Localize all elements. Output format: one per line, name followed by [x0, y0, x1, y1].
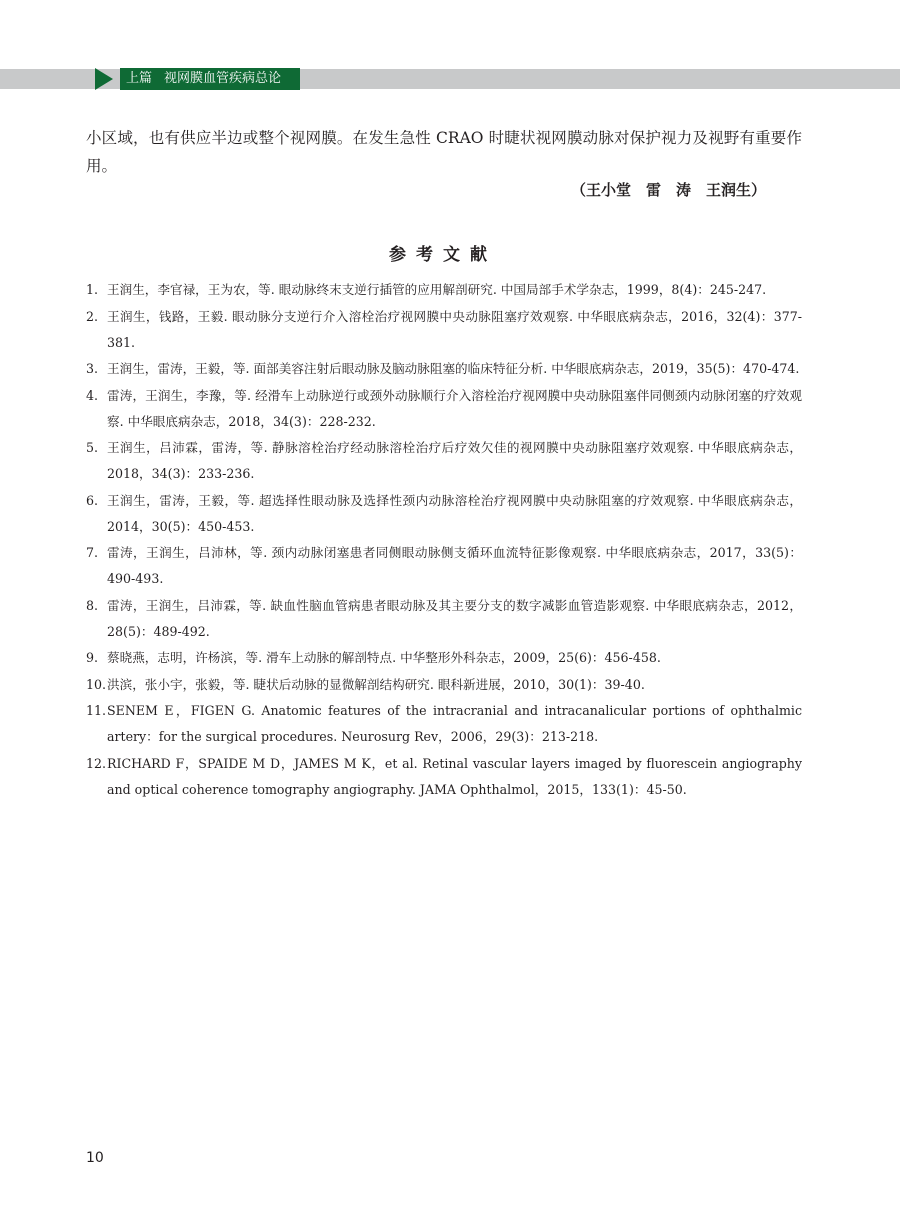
- reference-item: [86, 277, 802, 303]
- reference-number: 12.: [86, 755, 107, 771]
- reference-item: [86, 540, 802, 592]
- reference-number: 11.: [86, 703, 107, 718]
- reference-text: 王润生，吕沛霖，雷涛，等. 静脉溶栓治疗经动脉溶栓治疗后疗效欠佳的视网膜中央动脉阻塞疗效观察. 中华眼底病杂志，2018，34(3)：233-236.: [107, 440, 802, 481]
- reference-number: 5.: [86, 440, 99, 455]
- reference-text: 王润生，李官禄，王为农，等. 眼动脉终末支逆行插管的应用解剖研究. 中国局部手术学杂志，1999，8(4)：245-247.: [107, 282, 767, 297]
- reference-number: 2.: [86, 308, 99, 324]
- header-chapter: 视网膜血管疾病总论: [164, 71, 282, 86]
- header-volume: 上篇: [126, 71, 153, 86]
- reference-text: 雷涛，王润生，吕沛霖，等. 缺血性脑血管病患者眼动脉及其主要分支的数字减影血管造影观察. 中华眼底病杂志，2012，28(5)：489-492.: [107, 597, 802, 639]
- reference-text: 王润生，雷涛，王毅，等. 面部美容注射后眼动脉及脑动脉阻塞的临床特征分析. 中华眼底病杂志，2019，35(5)：470-474.: [107, 361, 800, 376]
- play-arrow-icon: [95, 68, 113, 90]
- reference-number: 1.: [86, 282, 99, 297]
- reference-item: [86, 356, 802, 382]
- reference-text: 洪滨，张小宇，张毅，等. 睫状后动脉的显微解剖结构研究. 眼科新进展，2010，30(1)：39-40.: [107, 676, 645, 692]
- reference-number: 7.: [86, 545, 99, 560]
- reference-item: [86, 645, 802, 671]
- page-number: 10: [86, 1150, 104, 1166]
- reference-text: RICHARD F，SPAIDE M D，JAMES M K，et al. Retinal vascular layers imaged by fluorescein angiography and optical coherence tomography angiography. JAMA Ophthalmol，2015，133(1)：45-50.: [107, 755, 802, 797]
- reference-item: [86, 383, 802, 435]
- reference-item: [86, 593, 802, 645]
- reference-item: [86, 304, 802, 356]
- reference-number: 3.: [86, 361, 99, 376]
- body-paragraph: 小区域，也有供应半边或整个视网膜。在发生急性 CRAO 时睫状视网膜动脉对保护视力及视野有重要作用。: [86, 129, 802, 175]
- running-header: [120, 68, 300, 90]
- reference-text: SENEM E，FIGEN G. Anatomic features of the intracranial and intracanalicular portions of ophthalmic artery：for the surgical procedures. Neurosurg Rev，2006，29(3)：213-218.: [107, 703, 802, 744]
- reference-text: 雷涛，王润生，吕沛林，等. 颈内动脉闭塞患者同侧眼动脉侧支循环血流特征影像观察. 中华眼底病杂志，2017，33(5)：490-493.: [107, 545, 802, 586]
- reference-number: 9.: [86, 650, 99, 665]
- reference-text: 王润生，雷涛，王毅，等. 超选择性眼动脉及选择性颈内动脉溶栓治疗视网膜中央动脉阻塞的疗效观察. 中华眼底病杂志，2014，30(5)：450-453.: [107, 492, 802, 534]
- reference-item: [86, 751, 802, 803]
- reference-text: 王润生，钱路，王毅. 眼动脉分支逆行介入溶栓治疗视网膜中央动脉阻塞疗效观察. 中华眼底病杂志，2016，32(4)：377-381.: [107, 308, 802, 350]
- authors-line: （王小堂 雷 涛 王润生）: [570, 181, 766, 199]
- reference-item: [86, 672, 802, 698]
- reference-text: 雷涛，王润生，李豫，等. 经滑车上动脉逆行或颈外动脉顺行介入溶栓治疗视网膜中央动脉阻塞伴同侧颈内动脉闭塞的疗效观察. 中华眼底病杂志，2018，34(3)：228-232.: [107, 387, 802, 429]
- reference-item: [86, 435, 802, 487]
- references-list: [86, 277, 802, 803]
- reference-number: 8.: [86, 597, 99, 613]
- reference-number: 4.: [86, 387, 99, 403]
- reference-item: [86, 488, 802, 540]
- reference-number: 6.: [86, 492, 99, 508]
- reference-text: 蔡晓燕，志明，许杨滨，等. 滑车上动脉的解剖特点. 中华整形外科杂志，2009，25(6)：456-458.: [107, 650, 661, 665]
- reference-number: 10.: [86, 676, 107, 692]
- reference-item: [86, 698, 802, 750]
- references-title: 参考文献: [389, 245, 497, 265]
